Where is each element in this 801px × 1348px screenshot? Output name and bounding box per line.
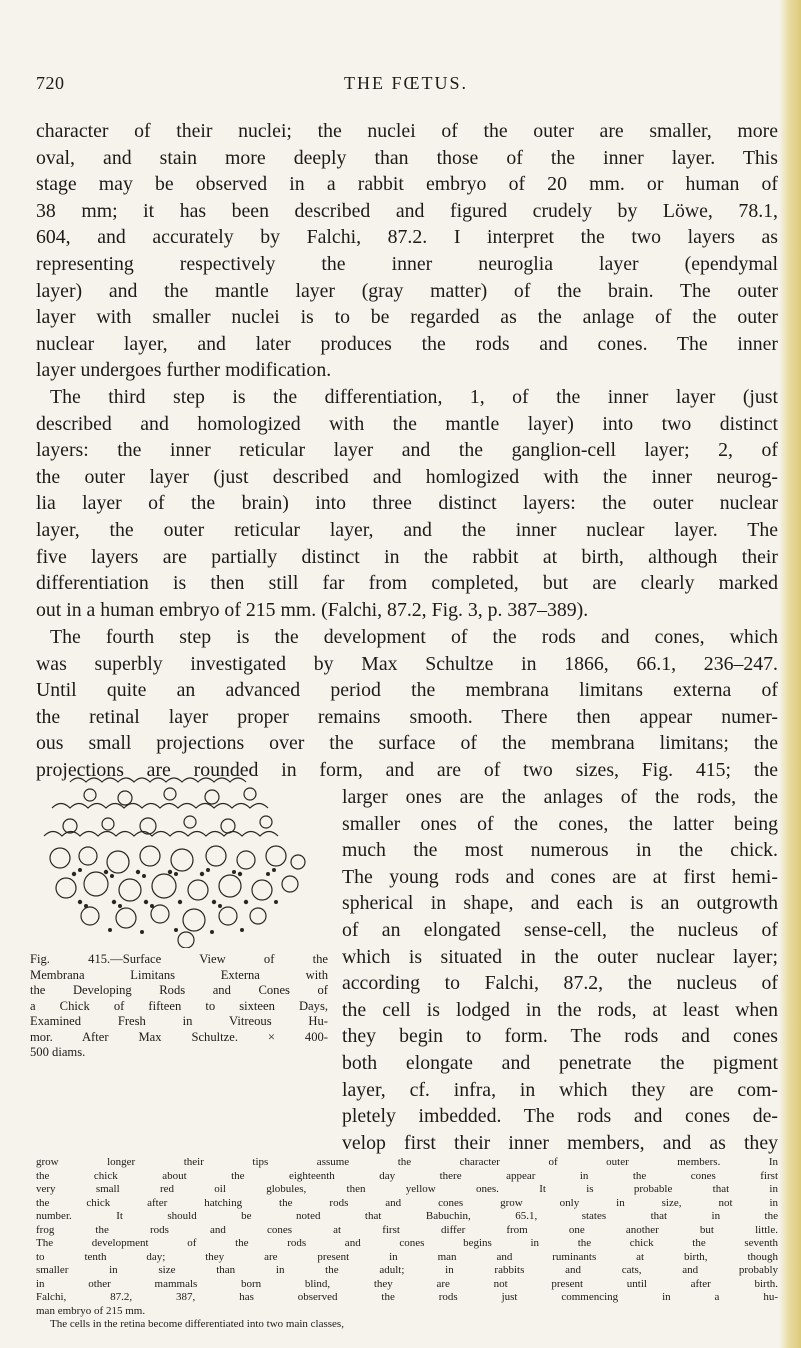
text-line: described and homologized with the mantle layer) into two distinct [36, 412, 778, 435]
text-line: the cell is lodged in the rods, at least when [342, 998, 778, 1021]
text-line: ous small projections over the surface of the membrana limitans; the [36, 732, 778, 755]
text-line: Falchi, 87.2, 387, has observed the rods just commencing in a hu- [36, 1291, 778, 1303]
text-line: layer, cf. infra, in which they are com- [342, 1078, 778, 1101]
text-line: which is situated in the outer nuclear layer; [342, 945, 778, 968]
text-line: five layers are partially distinct in the rabbit at birth, although their [36, 545, 778, 568]
text-line: stage may be observed in a rabbit embryo of 20 mm. or human of [36, 173, 778, 196]
text-line: smaller in size than in the adult; in rabbits and cats, and probably [36, 1264, 778, 1276]
text-line: oval, and stain more deeply than those of the inner layer. This [36, 146, 778, 169]
text-line: velop first their inner members, and as they [342, 1131, 778, 1154]
text-line: layer) and the mantle layer (gray matter) of the brain. The outer [36, 279, 778, 302]
text-line: smaller ones of the cones, the latter being [342, 812, 778, 835]
text-line: 604, and accurately by Falchi, 87.2. I interpret the two layers as [36, 226, 778, 249]
paragraph-beside-figure [342, 784, 778, 1156]
figure-caption [30, 952, 328, 1061]
text-line: out in a human embryo of 215 mm. (Falchi, 87.2, Fig. 3, p. 387–389). [36, 598, 589, 621]
paragraph-fourth-step [36, 624, 778, 784]
text-line: The young rods and cones are at first hemi- [342, 865, 778, 888]
text-line: number. It should be noted that Babuchin, 65.1, states that in the [36, 1210, 778, 1222]
text-line: 38 mm; it has been described and figured crudely by Löwe, 78.1, [36, 199, 778, 222]
page-number: 720 [36, 73, 65, 93]
text-line: differentiation is then still far from completed, but are clearly marked [36, 572, 778, 595]
running-title: THE FŒTUS. [343, 73, 468, 93]
paragraph-third-step [36, 384, 778, 623]
caption-line: Examined Fresh in Vitreous Hu- [30, 1014, 328, 1028]
paragraph-after-figure [36, 1156, 778, 1332]
paragraph-top [36, 118, 778, 384]
text-line: layer undergoes further modification. [36, 359, 332, 382]
text-line: The third step is the differentiation, 1, of the inner layer (just [50, 386, 778, 408]
text-line: was superbly investigated by Max Schultze in 1866, 66.1, 236–247. [36, 652, 778, 675]
text-line: nuclear layer, and later produces the rods and cones. The inner [36, 332, 778, 355]
text-line: Until quite an advanced period the membrana limitans externa of [36, 679, 778, 702]
text-line: character of their nuclei; the nuclei of the outer are smaller, more [36, 120, 778, 142]
caption-line: Membrana Limitans Externa with [30, 967, 328, 982]
text-line: of an elongated sense-cell, the nucleus of [342, 918, 778, 941]
text-line: The fourth step is the development of the rods and cones, which [50, 626, 778, 648]
text-line: the chick after hatching the rods and cones grow only in size, not in [36, 1196, 778, 1209]
text-line: layers: the inner reticular layer and the ganglion-cell layer; 2, of [36, 439, 778, 462]
text-line: spherical in shape, and each is an outgrowth [342, 892, 778, 915]
text-line: the outer layer (just described and homlogized with the inner neurog- [36, 465, 778, 488]
text-line: according to Falchi, 87.2, the nucleus of [342, 972, 778, 995]
text-line: to tenth day; they are present in man and ruminants at birth, though [36, 1250, 778, 1263]
text-line: grow longer their tips assume the character of outer members. In [36, 1156, 778, 1168]
text-line: frog the rods and cones at first differ from one another but little. [36, 1223, 778, 1236]
page-edge [779, 0, 801, 1348]
text-line: larger ones are the anlages of the rods, the [342, 786, 778, 808]
text-line: projections are rounded in form, and are of two sizes, Fig. 415; the [36, 758, 778, 781]
text-line: The development of the rods and cones begins in the chick the seventh [36, 1237, 778, 1249]
text-line: layer, the outer reticular layer, and the inner nuclear layer. The [36, 518, 778, 541]
text-line: The cells in the retina become differentiated into two main classes, [50, 1318, 344, 1330]
text-line: in other mammals born blind, they are not present until after birth. [36, 1277, 778, 1290]
caption-line: the Developing Rods and Cones of [30, 983, 328, 997]
text-line: the retinal layer proper remains smooth. There then appear numer- [36, 705, 778, 728]
caption-line: mor. After Max Schultze. × 400- [30, 1029, 328, 1044]
text-line: lia layer of the brain) into three distinct layers: the outer nuclear [36, 492, 778, 515]
text-line: the chick about the eighteenth day there appear in the cones first [36, 1169, 778, 1182]
text-line: much the most numerous in the chick. [342, 839, 778, 862]
text-line: man embryo of 215 mm. [36, 1304, 146, 1317]
text-line: layer with smaller nuclei is to be regarded as the anlage of the outer [36, 306, 778, 329]
text-line: pletely imbedded. The rods and cones de- [342, 1105, 778, 1128]
rods-cones-illustration [30, 770, 320, 948]
text-line: both elongate and penetrate the pigment [342, 1051, 778, 1074]
text-line: they begin to form. The rods and cones [342, 1025, 778, 1048]
caption-line: 500 diams. [30, 1045, 86, 1059]
text-line: very small red oil globules, then yellow ones. It is probable that in [36, 1183, 778, 1195]
caption-line: Fig. 415.—Surface View of the [30, 952, 328, 966]
text-line: representing respectively the inner neuroglia layer (ependymal [36, 252, 778, 275]
running-header [36, 73, 776, 99]
caption-line: a Chick of fifteen to sixteen Days, [30, 998, 328, 1013]
